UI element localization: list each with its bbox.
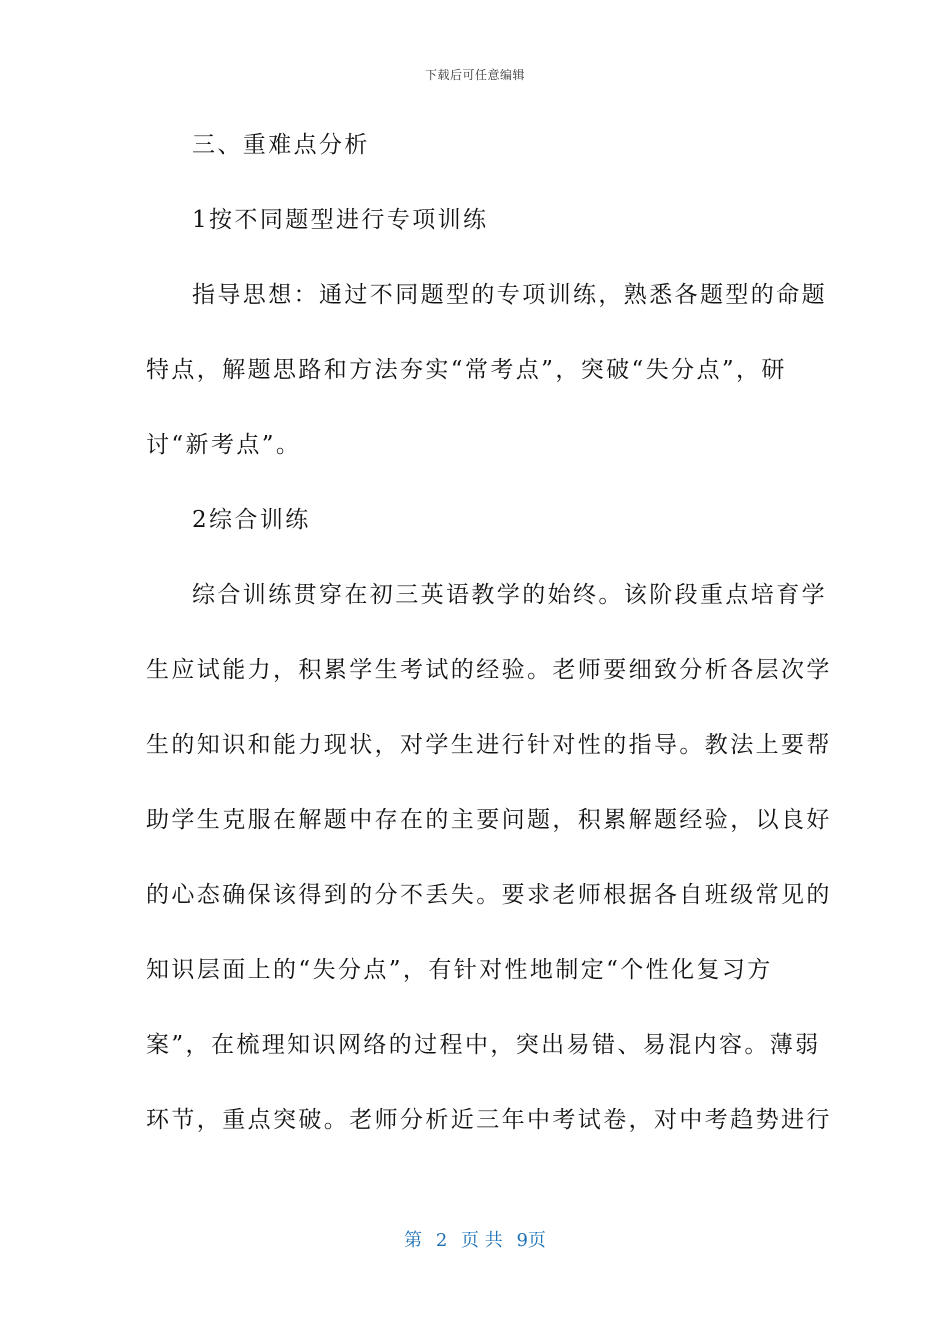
- paragraph-line: 讨“新考点”。: [146, 432, 302, 458]
- subsection-heading: 2综合训练: [192, 507, 311, 533]
- page-label-prefix: 第: [404, 1230, 423, 1251]
- section-heading: 三、重难点分析: [192, 132, 370, 158]
- page-total: 9页: [516, 1230, 546, 1251]
- paragraph-line: 综合训练贯穿在初三英语教学的始终。该阶段重点培育学: [192, 582, 827, 608]
- paragraph-line: 生的知识和能力现状，对学生进行针对性的指导。教法上要帮: [146, 732, 832, 758]
- paragraph-line: 案”，在梳理知识网络的过程中，突出易错、易混内容。薄弱: [146, 1032, 821, 1058]
- paragraph-line: 特点，解题思路和方法夯实“常考点”，突破“失分点”，研: [146, 357, 787, 383]
- document-body: [146, 120, 832, 1170]
- paragraph-line: 知识层面上的“失分点”，有针对性地制定“个性化复习方: [146, 957, 773, 983]
- page-label-mid: 页 共: [461, 1230, 503, 1251]
- paragraph-line: 指导思想：通过不同题型的专项训练，熟悉各题型的命题: [192, 282, 827, 308]
- page-number: 2: [435, 1230, 448, 1251]
- paragraph-line: 助学生克服在解题中存在的主要问题，积累解题经验，以良好: [146, 807, 832, 833]
- paragraph-line: 生应试能力，积累学生考试的经验。老师要细致分析各层次学: [146, 657, 832, 683]
- paragraph-line: 环节，重点突破。老师分析近三年中考试卷，对中考趋势进行: [146, 1107, 832, 1133]
- page-footer: [0, 1226, 950, 1252]
- header-note: 下载后可任意编辑: [424, 68, 525, 82]
- paragraph-line: 的心态确保该得到的分不丢失。要求老师根据各自班级常见的: [146, 882, 832, 908]
- subsection-heading: 1按不同题型进行专项训练: [192, 207, 489, 233]
